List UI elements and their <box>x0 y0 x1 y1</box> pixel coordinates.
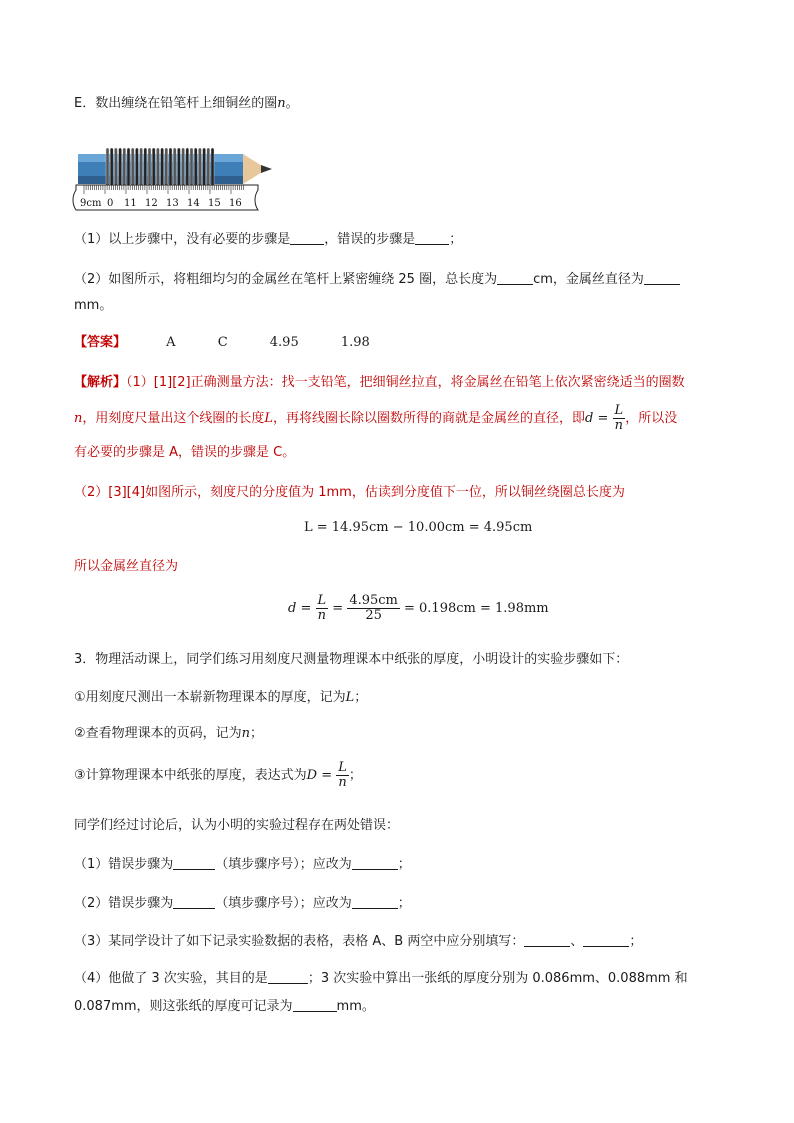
equation-diameter: d = $\frac{L}{n}$ = $\frac{4.95cm}{25}$ = 0.198cm = 1.98mm <box>288 593 549 623</box>
coil-turn <box>165 148 168 190</box>
ruler-label-13: 13 <box>166 198 179 209</box>
q3-part-4-line1: （4）他做了 3 次实验，其目的是 ；3 次实验中算出一张纸的厚度分别为 0.086mm、0.088mm 和 <box>74 971 688 986</box>
analysis-p2: （2）[3][4]如图所示，刻度尺的分度值为 1mm，估读到分度值下一位，所以铜丝绕圈总长度为 <box>74 485 625 500</box>
blank <box>644 270 680 285</box>
coil-turn <box>194 148 197 190</box>
coil-turn <box>177 148 180 190</box>
coil-turn <box>173 148 176 190</box>
coil-turn <box>148 148 151 190</box>
ruler-label-9cm: 9cm <box>80 198 102 209</box>
coil-turn <box>211 148 214 190</box>
blank <box>173 894 215 909</box>
question-2: （2）如图所示，将粗细均匀的金属丝在笔杆上紧密缠绕 25 圈，总长度为 cm，金属丝直径为 <box>74 270 680 290</box>
blank <box>415 230 449 245</box>
fraction: $\frac{L}{n}$ <box>338 760 347 790</box>
fraction: $\frac{4.95cm}{25}$ <box>349 593 398 623</box>
answer-value: 1.98 <box>340 335 370 350</box>
coil-turn <box>127 148 130 190</box>
ruler-label-15: 15 <box>208 198 221 209</box>
q3-discussion: 同学们经过讨论后，认为小明的实验过程存在两处错误： <box>74 818 400 833</box>
answer-value: A <box>166 335 176 350</box>
coil-turn <box>114 148 117 190</box>
coil-turn <box>207 148 210 190</box>
q3-step-3: ③计算物理课本中纸张的厚度，表达式为D = $\frac{L}{n}$ ； <box>74 760 362 790</box>
pencil-coil-figure <box>72 140 277 214</box>
blank <box>524 932 570 947</box>
coil-turn <box>123 148 126 190</box>
analysis-p3: 所以金属丝直径为 <box>74 559 179 574</box>
analysis-p1-line3: 有必要的步骤是 A，错误的步骤是 C。 <box>74 445 296 460</box>
step-e: E．数出缠绕在铅笔杆上细铜丝的圈n。 <box>74 96 299 111</box>
q3-error-2: （2）错误步骤为 （填步骤序号）；应改为 ； <box>74 896 411 911</box>
question-3-stem: 3．物理活动课上，同学们练习用刻度尺测量物理课本中纸张的厚度，小明设计的实验步骤如下： <box>74 652 629 667</box>
coil-turn <box>106 148 109 190</box>
coil-turn <box>119 148 122 190</box>
equation-length: L = 14.95cm − 10.00cm = 4.95cm <box>304 520 533 535</box>
coil-turn <box>190 148 193 190</box>
fraction-L-over-n: $\frac{L}{n}$ <box>614 403 624 433</box>
coil-turn <box>152 148 155 190</box>
ruler-label-10: 0 <box>107 198 114 209</box>
answer-value: C <box>217 335 228 350</box>
coil-turn <box>169 148 172 190</box>
coil-turn <box>131 148 134 190</box>
answer-value: 4.95 <box>269 335 299 350</box>
coil-turn <box>135 148 138 190</box>
ruler-label-14: 14 <box>187 198 200 209</box>
analysis-p1-line1: 【解析】（1）[1][2]正确测量方法：找一支铅笔，把细铜丝拉直，将金属丝在铅笔上依次紧密绕适当的圈数 <box>74 375 685 390</box>
q3-part-4-line2: 0.087mm，则这张纸的厚度可记录为 mm。 <box>74 999 375 1014</box>
q3-error-1: （1）错误步骤为 （填步骤序号）；应改为 ； <box>74 857 411 872</box>
coil-turn <box>198 148 201 190</box>
coil-turn <box>156 148 159 190</box>
q3-step-1: ①用刻度尺测出一本崭新物理课本的厚度，记为L； <box>74 690 368 705</box>
pencil-lead <box>261 165 272 173</box>
blank <box>352 894 398 909</box>
blank <box>173 855 215 870</box>
answer-label: 【答案】 <box>74 335 127 350</box>
ruler-label-11: 11 <box>124 198 137 209</box>
blank <box>290 230 324 245</box>
coil-turn <box>144 148 147 190</box>
q3-part-3: （3）某同学设计了如下记录实验数据的表格，表格 A、B 两空中应分别填写： 、 ； <box>74 934 643 949</box>
answer-line <box>74 333 370 353</box>
coil-turn <box>140 148 143 190</box>
analysis-label: 【解析】 <box>74 375 127 390</box>
q3-step-2: ②查看物理课本的页码，记为n； <box>74 726 264 741</box>
blank <box>583 932 629 947</box>
blank <box>293 997 337 1012</box>
analysis-p1-line2: n，用刻度尺量出这个线圈的长度L，再将线圈长除以圈数所得的商就是金属丝的直径，即d = $\frac{L}{n}$ ，所以没 <box>74 403 678 433</box>
coil-turn <box>182 148 185 190</box>
blank <box>352 855 398 870</box>
blank <box>497 270 533 285</box>
coil-turn <box>186 148 189 190</box>
coil-turn <box>161 148 164 190</box>
coil-turn <box>110 148 113 190</box>
ruler-label-16: 16 <box>229 198 242 209</box>
question-1: （1）以上步骤中，没有必要的步骤是 ，错误的步骤是 ； <box>74 232 463 247</box>
blank <box>268 969 308 984</box>
coil-turn <box>203 148 206 190</box>
question-2-cont: mm。 <box>74 298 113 313</box>
ruler-label-12: 12 <box>145 198 158 209</box>
fraction: $\frac{L}{n}$ <box>317 593 327 623</box>
